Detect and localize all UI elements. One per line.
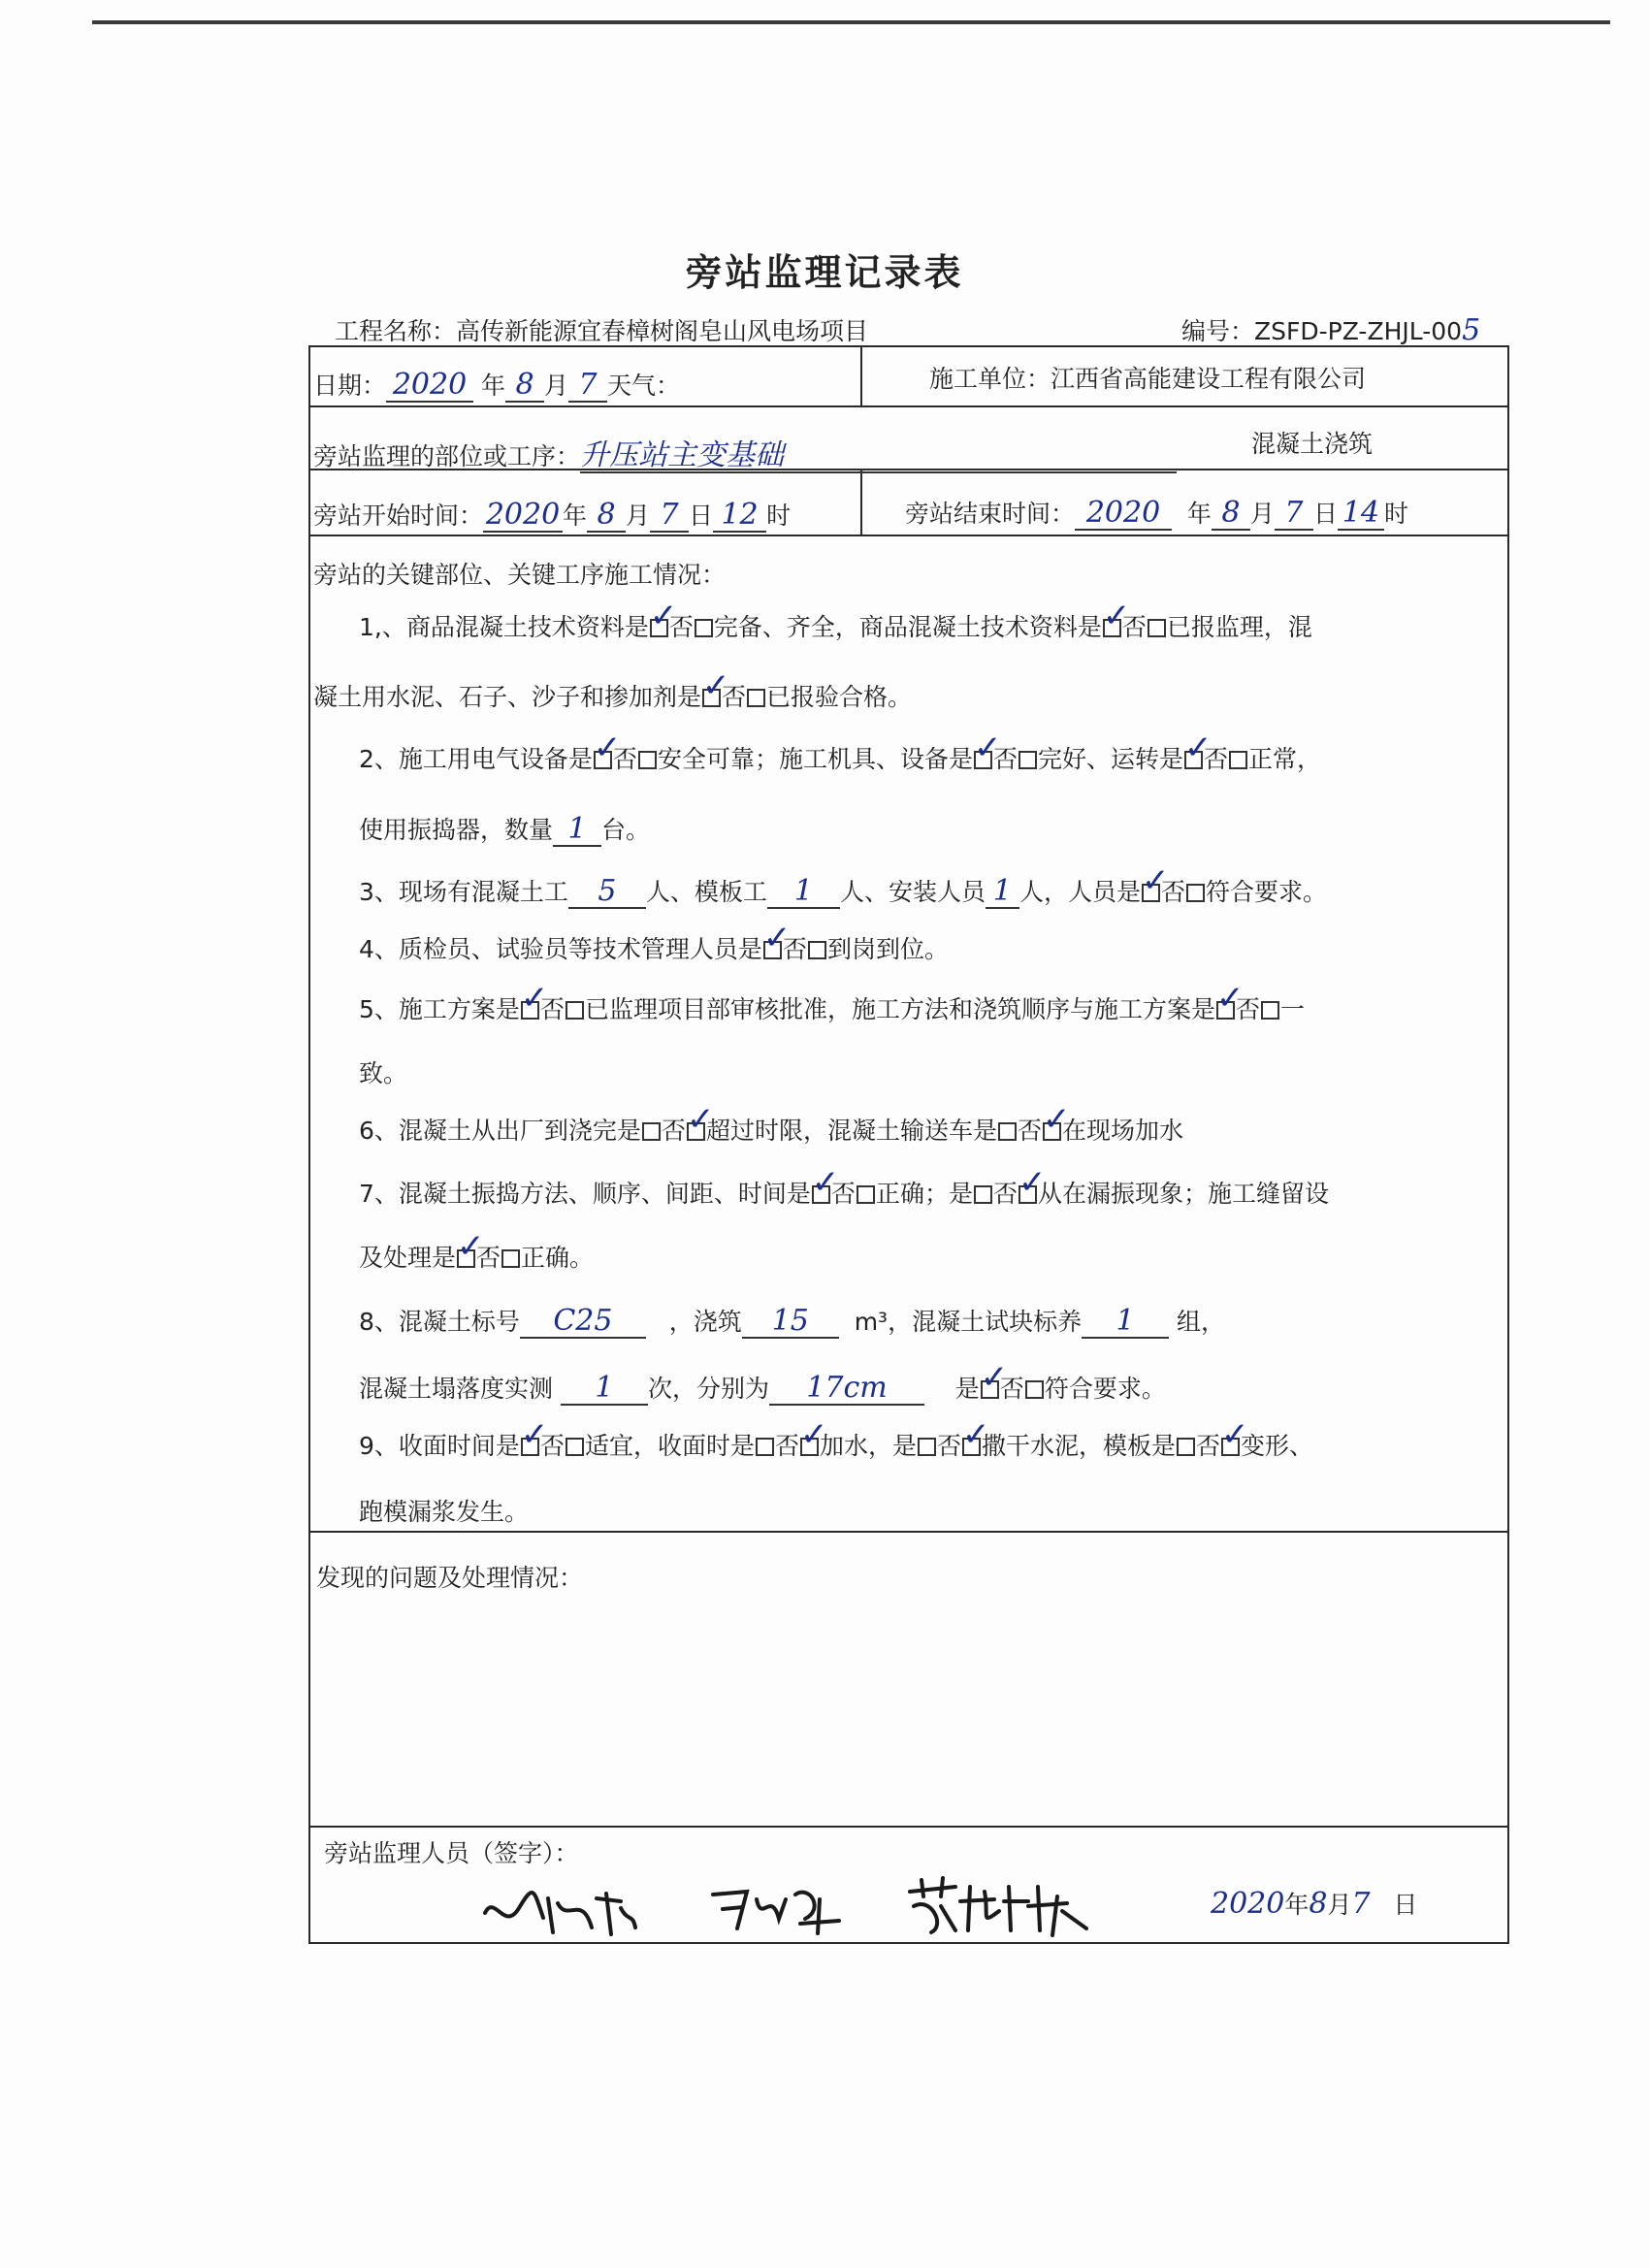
check-mark-icon: ✓: [973, 729, 1002, 767]
checkbox-q3-staff-no[interactable]: [1186, 884, 1205, 902]
checkbox-q5-approved[interactable]: [520, 979, 549, 1020]
section3-heading: 旁站监理人员（签字）：: [324, 1839, 579, 1867]
checkbox-q9-cement-yes[interactable]: [918, 1438, 936, 1456]
contractor-field: 施工单位：江西省高能建设工程有限公司: [929, 365, 1367, 393]
number-line: [1181, 312, 1480, 347]
row-divider-1: [308, 405, 1509, 407]
section2-heading: 发现的问题及处理情况：: [316, 1564, 584, 1592]
item8-line2: 混凝土塌落度实测 1 次，分别为 17cm 是 ✓ 否 符合要求。: [359, 1358, 1166, 1405]
checkbox-q6-water-no[interactable]: [1042, 1100, 1071, 1141]
checkbox-q7-method-no[interactable]: [857, 1185, 875, 1204]
end-year: 2020: [1075, 497, 1172, 531]
check-mark-icon: ✓: [1102, 597, 1131, 635]
concrete-grade: C25: [520, 1305, 646, 1339]
check-mark-icon: ✓: [1183, 729, 1212, 767]
checkbox-q1-materials-no[interactable]: [747, 689, 765, 707]
item2-line2: 使用振捣器，数量 1 台。: [359, 812, 651, 846]
project-label: 工程名称：: [335, 317, 457, 345]
checkbox-q4-inspectors[interactable]: [762, 919, 792, 959]
item7-line2: 及处理是 ✓ 否 正确。: [359, 1227, 595, 1272]
contractor-name: 江西省高能建设工程有限公司: [1051, 365, 1367, 393]
checkbox-q5-consistent[interactable]: [1215, 979, 1245, 1020]
check-mark-icon: ✓: [980, 1358, 1009, 1397]
checkbox-q9-deform-yes[interactable]: [1177, 1438, 1195, 1456]
checkbox-q3-staff[interactable]: [1141, 861, 1170, 902]
checkbox-q2-running-no[interactable]: [1229, 751, 1247, 769]
row-divider-3: [308, 535, 1509, 536]
number-value: ZSFD-PZ-ZHJL-00: [1254, 317, 1463, 345]
date-month: 8: [505, 369, 544, 403]
checkbox-q1-complete[interactable]: [649, 597, 678, 637]
number-handwritten: 5: [1462, 313, 1481, 347]
check-mark-icon: ✓: [686, 1100, 715, 1139]
location-handwritten: 升压站主变基础: [580, 439, 1177, 473]
checkbox-q6-overtime-no[interactable]: [686, 1100, 715, 1141]
check-mark-icon: ✓: [702, 666, 730, 705]
check-mark-icon: ✓: [762, 919, 792, 957]
installers-count: 1: [986, 875, 1019, 909]
item5-line2: 致。: [359, 1059, 408, 1087]
scan-top-edge: [92, 20, 1610, 24]
date-year: 2020: [386, 369, 473, 403]
pour-volume: 15: [742, 1305, 839, 1339]
test-block-groups: 1: [1082, 1305, 1169, 1339]
start-time-field: 旁站开始时间：2020 年 8 月 7 日 12 时: [313, 498, 792, 532]
col-divider-row3: [860, 469, 862, 536]
checkbox-q5-approved-no[interactable]: [566, 1001, 584, 1020]
checkbox-q9-water-no[interactable]: [799, 1415, 828, 1456]
item1-line2: 凝土用水泥、石子、沙子和掺加剂是 ✓ 否 已报验合格。: [313, 666, 913, 711]
checkbox-q9-cement-no[interactable]: [962, 1415, 990, 1456]
project-line: [335, 312, 868, 347]
checkbox-q7-joint[interactable]: [457, 1227, 485, 1268]
checkbox-q1-materials[interactable]: [702, 666, 730, 707]
start-month: 8: [587, 499, 626, 533]
sig-date-day: 7: [1351, 1887, 1371, 1921]
date-day: 7: [568, 369, 607, 403]
sig-date-month: 8: [1309, 1887, 1328, 1921]
signature-date: 2020年8月7 日: [1211, 1887, 1418, 1921]
checkbox-q5-consistent-no[interactable]: [1261, 1001, 1279, 1020]
check-mark-icon: ✓: [457, 1227, 485, 1266]
date-field: 日期： 2020 年 8 月 7 天气：: [313, 368, 681, 402]
checkbox-q7-leak-no[interactable]: [1018, 1163, 1047, 1204]
signature-1-mark: [475, 1884, 640, 1942]
check-mark-icon: ✓: [520, 1415, 549, 1454]
check-mark-icon: ✓: [1215, 979, 1245, 1018]
row-divider-4: [308, 1531, 1509, 1533]
signature-1: [475, 1884, 640, 1951]
item9-line2: 跑模漏浆发生。: [359, 1498, 530, 1526]
check-mark-icon: ✓: [520, 979, 549, 1018]
page-title: 旁站监理记录表: [685, 251, 964, 294]
check-mark-icon: ✓: [811, 1163, 840, 1202]
check-mark-icon: ✓: [1018, 1163, 1047, 1202]
checkbox-q4-inspectors-no[interactable]: [808, 941, 826, 959]
signature-2-mark: [703, 1880, 849, 1940]
location-field: 旁站监理的部位或工序：升压站主变基础: [313, 439, 1177, 473]
checkbox-q9-time[interactable]: [520, 1415, 549, 1456]
checkbox-q2-machinery-no[interactable]: [1018, 751, 1037, 769]
item7-line1: 7、混凝土振捣方法、顺序、间距、时间是 ✓ 否 正确；是 否 ✓ 从在漏振现象；施工缝留设: [359, 1163, 1329, 1208]
check-mark-icon: ✓: [1221, 1415, 1249, 1454]
end-hour: 14: [1338, 497, 1384, 531]
sig-date-year: 2020: [1211, 1887, 1285, 1921]
checkbox-q6-water-yes[interactable]: [998, 1122, 1017, 1141]
end-month: 8: [1212, 497, 1250, 531]
checkbox-q8-slump-no[interactable]: [1025, 1380, 1044, 1399]
checkbox-q2-electrical[interactable]: [593, 729, 622, 769]
item3-line: 3、现场有混凝土工 5 人、模板工 1 人、安装人员 1 人，人员是 ✓ 否 符合要求。: [359, 861, 1327, 908]
check-mark-icon: ✓: [962, 1415, 990, 1454]
checkbox-q2-running[interactable]: [1183, 729, 1212, 769]
end-day: 7: [1275, 497, 1313, 531]
checkbox-q9-deform-no[interactable]: [1221, 1415, 1249, 1456]
start-hour: 12: [713, 499, 766, 533]
weather-label: 天气：: [607, 372, 681, 400]
item2-line1: 2、施工用电气设备是 ✓ 否 安全可靠；施工机具、设备是 ✓ 否 完好、运转是 ✓ 否 正常，: [359, 729, 1322, 773]
location-suffix: 混凝土浇筑: [1251, 430, 1374, 458]
slump-value: 17cm: [769, 1372, 924, 1406]
check-mark-icon: ✓: [593, 729, 622, 767]
checkbox-q9-water-yes[interactable]: [756, 1438, 774, 1456]
number-label: 编号：: [1181, 317, 1255, 345]
check-mark-icon: ✓: [1042, 1100, 1071, 1139]
signature-2: [703, 1880, 849, 1949]
concrete-workers-count: 5: [568, 875, 646, 909]
checkbox-q6-overtime-yes[interactable]: [642, 1122, 661, 1141]
project-name: 高传新能源宜春樟树阁皂山风电场项目: [456, 317, 869, 345]
vibrator-count: 1: [553, 813, 601, 847]
checkbox-q8-slump[interactable]: [980, 1358, 1009, 1399]
item6-line: 6、混凝土从出厂到浇完是 否 ✓ 超过时限，混凝土输送车是 否 ✓ 在现场加水: [359, 1100, 1183, 1145]
slump-tests-count: 1: [561, 1372, 648, 1406]
item4-line: 4、质检员、试验员等技术管理人员是 ✓ 否 到岗到位。: [359, 919, 949, 963]
checkbox-q1-reported-no[interactable]: [1148, 619, 1166, 637]
item5-line1: 5、施工方案是 ✓ 否 已监理项目部审核批准，施工方法和浇筑顺序与施工方案是 ✓ 否 一: [359, 979, 1305, 1023]
row-divider-5: [308, 1826, 1509, 1828]
checkbox-q7-leak-yes[interactable]: [974, 1185, 992, 1204]
item1-line1: 1,、商品混凝土技术资料是 ✓ 否 完备、齐全，商品混凝土技术资料是 ✓ 否 已报监理，混: [359, 597, 1312, 641]
section1-heading: 旁站的关键部位、关键工序施工情况：: [313, 561, 727, 589]
checkbox-q7-method[interactable]: [811, 1163, 840, 1204]
checkbox-q2-electrical-no[interactable]: [638, 751, 657, 769]
item8-line1: 8、混凝土标号 C25 ，浇筑 15 m³，混凝土试块标养 1 组，: [359, 1304, 1226, 1338]
checkbox-q2-machinery[interactable]: [973, 729, 1002, 769]
col-divider-row1: [860, 345, 862, 407]
checkbox-q1-reported[interactable]: [1102, 597, 1131, 637]
formwork-workers-count: 1: [767, 875, 840, 909]
item9-line1: 9、收面时间是 ✓ 否 适宜，收面时是 否 ✓ 加水，是 否 ✓ 撒干水泥，模板是 否 ✓ 变形、: [359, 1415, 1314, 1460]
signature-3-mark: [902, 1872, 1096, 1940]
signature-3: [902, 1872, 1096, 1949]
checkbox-q7-joint-no[interactable]: [501, 1249, 520, 1268]
check-mark-icon: ✓: [799, 1415, 828, 1454]
end-time-field: 旁站结束时间： 2020 年 8 月 7 日 14 时: [905, 496, 1408, 530]
check-mark-icon: ✓: [649, 597, 678, 635]
checkbox-q9-time-no[interactable]: [566, 1438, 584, 1456]
check-mark-icon: ✓: [1141, 861, 1170, 900]
checkbox-q1-complete-no[interactable]: [695, 619, 713, 637]
start-day: 7: [650, 499, 689, 533]
start-year: 2020: [483, 499, 563, 533]
